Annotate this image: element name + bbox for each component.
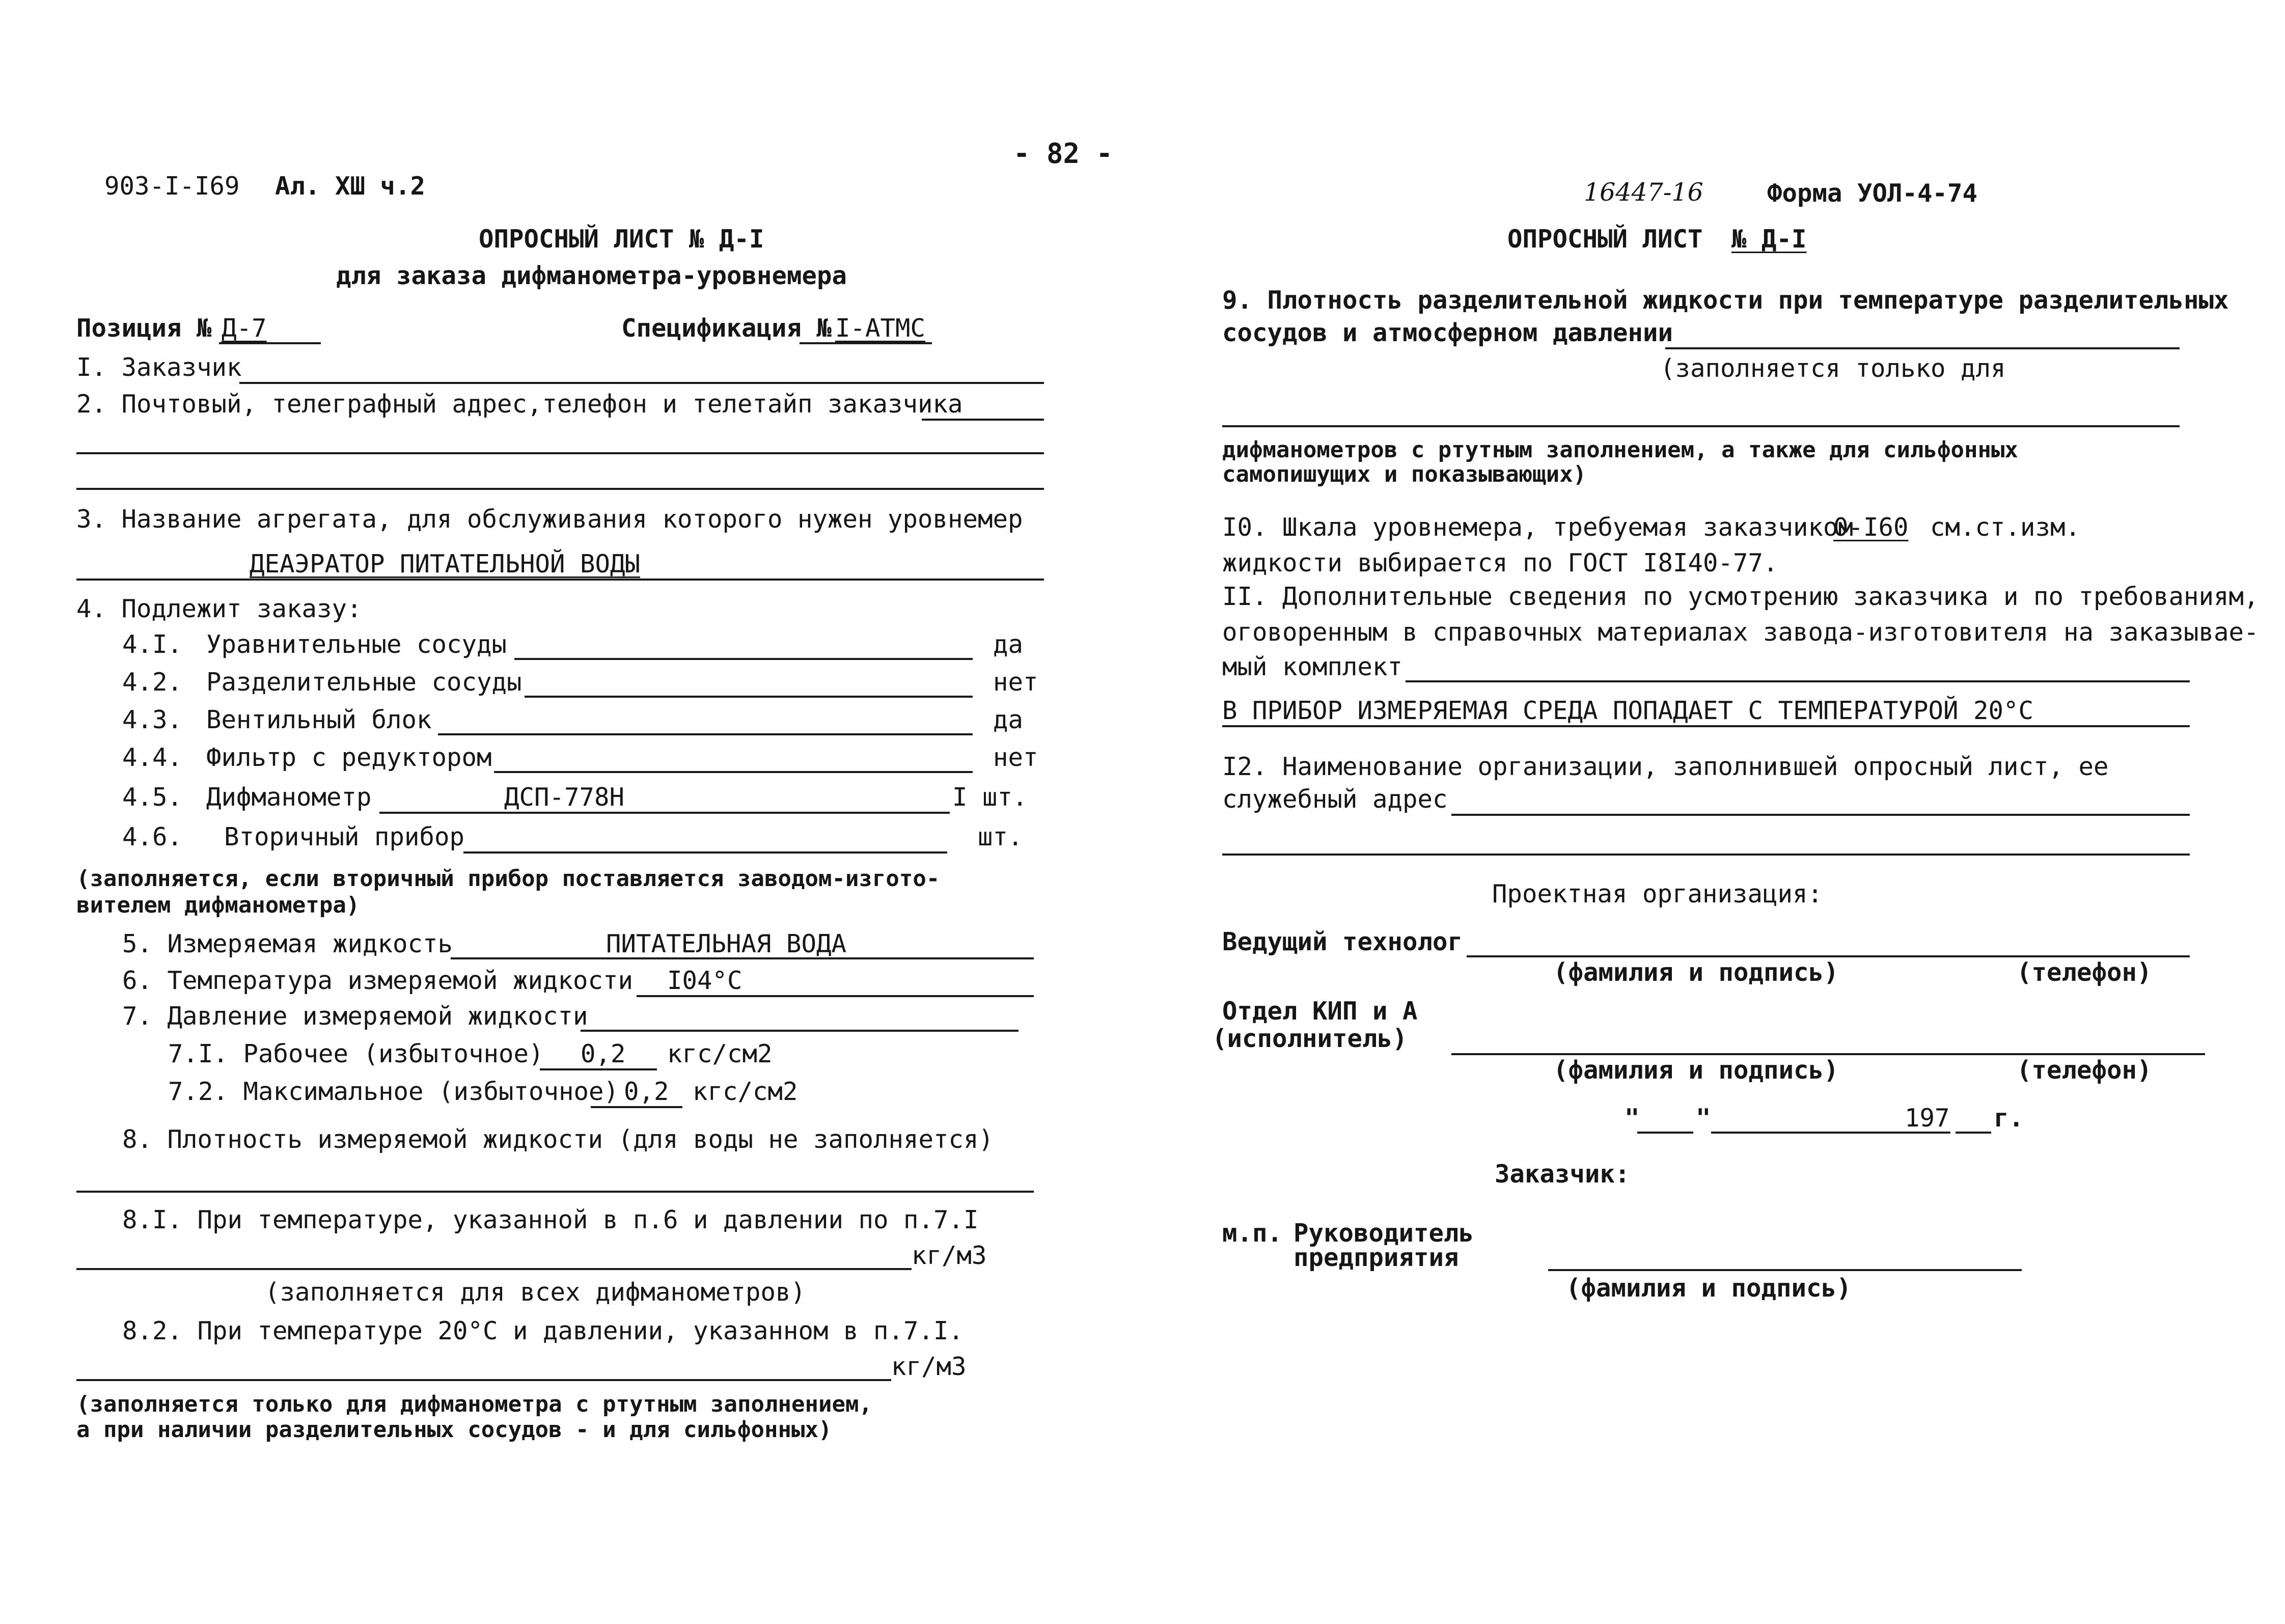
order-item-line — [514, 658, 973, 660]
item-8-density: 8. Плотность измеряемой жидкости (для воды не заполняется) — [122, 1125, 994, 1154]
lead-phone-caption: (телефон) — [2017, 958, 2152, 987]
order-item-value: ДСП-778Н — [504, 783, 625, 812]
secondary-note-1: (заполняется, если вторичный прибор поставляется заводом-изгото- — [76, 866, 940, 892]
kip-dept-executor: (исполнитель) — [1212, 1024, 1408, 1053]
lead-technologist: Ведущий технолог — [1222, 927, 1463, 956]
head-sign-caption: (фамилия и подпись) — [1566, 1274, 1852, 1303]
head-title-1: Руководитель — [1293, 1219, 1474, 1248]
order-item-label: Вторичный прибор — [224, 822, 465, 851]
item-7-1-unit: кгс/см2 — [667, 1039, 773, 1068]
item-2-address: 2. Почтовый, телеграфный адрес,телефон и телетайп заказчика — [76, 390, 963, 419]
item-8-1-line — [76, 1268, 912, 1270]
order-item-line — [525, 696, 973, 698]
order-item-label: Вентильный блок — [206, 705, 432, 734]
item-7-2-value: 0,2 — [624, 1077, 669, 1106]
item-7-2-line — [591, 1106, 682, 1108]
order-item-tail: I шт. — [952, 783, 1028, 812]
item-7-1-line — [540, 1068, 657, 1070]
item-3-value: ДЕАЭРАТОР ПИТАТЕЛЬНОЙ ВОДЫ — [250, 549, 641, 579]
item-12-line-b — [1222, 854, 2190, 856]
item-9-line-1: 9. Плотность разделительной жидкости при температуре разделительных — [1222, 286, 2229, 315]
spec-value: I-АТМС — [835, 314, 926, 343]
order-item-label: Дифманометр — [206, 783, 372, 812]
order-item-tail: шт. — [978, 822, 1023, 851]
item-7-1-value: 0,2 — [581, 1039, 626, 1068]
item-8-1-density-temp: 8.I. При температуре, указанной в п.6 и давлении по п.7.I — [122, 1205, 979, 1234]
item-9-line-b — [1222, 425, 2180, 427]
item-9-note-2: дифманометров с ртутным заполнением, а также для сильфонных — [1222, 437, 2018, 463]
item-8-line — [76, 1191, 1034, 1193]
item-10-scale: I0. Шкала уровнемера, требуемая заказчиком — [1222, 513, 1854, 542]
date-day-line — [1637, 1132, 1693, 1134]
spec-line — [800, 342, 932, 344]
date-year: 197 — [1905, 1104, 1950, 1133]
order-item-num: 4.6. — [122, 822, 183, 851]
item-2-line-a — [922, 419, 1044, 421]
customer-heading: Заказчик: — [1495, 1160, 1630, 1189]
item-5-liquid: 5. Измеряемая жидкость — [122, 929, 453, 958]
head-title-2: предприятия — [1293, 1243, 1459, 1272]
handwritten-number: 16447-16 — [1584, 178, 1703, 207]
item-10-unit: см.ст.изм. — [1930, 513, 2081, 542]
lead-sign-caption: (фамилия и подпись) — [1553, 958, 1839, 987]
item-5-value: ПИТАТЕЛЬНАЯ ВОДА — [606, 929, 847, 958]
item-9-line-2: сосудов и атмосферном давлении — [1222, 318, 1673, 347]
date-quote-close: " — [1696, 1104, 1711, 1133]
item-7-line — [581, 1030, 1018, 1032]
spec-label: Спецификация № — [621, 314, 832, 343]
item-11-line-1: II. Дополнительные сведения по усмотрению заказчика и по требованиям, — [1222, 582, 2259, 611]
item-7-2-unit: кгс/см2 — [693, 1077, 798, 1106]
doc-code: 903-I-I69 — [104, 172, 240, 201]
head-signature-line — [1548, 1269, 2022, 1271]
order-item-label: Разделительные сосуды — [206, 668, 522, 697]
item-11-value-line — [1222, 725, 2190, 727]
form-code: Форма УОЛ-4-74 — [1767, 179, 1978, 208]
order-item-tail: да — [993, 705, 1024, 734]
order-item-label: Фильтр с редуктором — [206, 743, 492, 772]
order-item-num: 4.3. — [122, 705, 183, 734]
item-10-gost: жидкости выбирается по ГОСТ I8I40-77. — [1222, 548, 1778, 577]
position-line — [219, 342, 321, 344]
item-12-line — [1451, 814, 2190, 816]
item-8-2-density-20c: 8.2. При температуре 20°С и давлении, указанном в п.7.I. — [122, 1316, 964, 1345]
item-8-2-note-1: (заполняется только для дифманометра с ртутным заполнением, — [76, 1391, 872, 1417]
page-title: ОПРОСНЫЙ ЛИСТ № Д-I — [479, 225, 764, 254]
order-item-line — [379, 812, 950, 814]
order-item-line — [463, 851, 947, 854]
item-11-line-2: оговоренным в справочных материалах завода-изготовителя на заказывае- — [1222, 618, 2259, 647]
kip-sign-caption: (фамилия и подпись) — [1553, 1056, 1839, 1085]
item-1-line — [239, 382, 1044, 384]
page-number: - 82 - — [1013, 137, 1113, 170]
date-year-line — [1956, 1132, 1991, 1134]
item-4-order: 4. Подлежит заказу: — [76, 594, 362, 623]
right-title: ОПРОСНЫЙ ЛИСТ — [1507, 225, 1703, 254]
item-9-line — [1665, 347, 2180, 349]
item-7-1-working: 7.I. Рабочее (избыточное) — [168, 1039, 544, 1068]
item-6-line — [637, 995, 1034, 997]
order-item-label: Уравнительные сосуды — [206, 630, 507, 659]
date-suffix: г. — [1994, 1104, 2024, 1133]
item-7-pressure: 7. Давление измеряемой жидкости — [122, 1002, 588, 1031]
item-11-value: В ПРИБОР ИЗМЕРЯЕМАЯ СРЕДА ПОПАДАЕТ С ТЕМПЕРАТУРОЙ 20°С — [1222, 696, 2034, 725]
kip-dept: Отдел КИП и А — [1222, 997, 1418, 1026]
seal-place: м.п. — [1222, 1219, 1283, 1248]
item-8-2-line — [76, 1379, 891, 1381]
item-2-line-b — [76, 452, 1044, 454]
right-title-number: № Д-I — [1731, 225, 1807, 254]
item-8-1-note: (заполняется для всех дифманометров) — [265, 1278, 806, 1307]
item-12-line-1: I2. Наименование организации, заполнившей опросный лист, ее — [1222, 752, 2109, 781]
item-8-2-unit: кг/м3 — [891, 1352, 967, 1381]
item-2-line-c — [76, 488, 1044, 490]
item-9-note-1: (заполняется только для — [1660, 354, 2006, 383]
item-8-1-unit: кг/м3 — [912, 1241, 987, 1270]
order-item-num: 4.5. — [122, 783, 183, 812]
order-item-tail: нет — [993, 743, 1038, 772]
order-item-num: 4.2. — [122, 668, 183, 697]
item-6-value: I04°С — [667, 966, 742, 995]
position-value: Д-7 — [222, 314, 267, 343]
item-10-value: 0-I60 — [1833, 513, 1909, 542]
item-7-2-maximum: 7.2. Максимальное (избыточное) — [168, 1077, 619, 1106]
item-8-2-note-2: а при наличии разделительных сосудов - и для сильфонных) — [76, 1417, 832, 1443]
order-item-line — [494, 771, 973, 773]
order-item-num: 4.4. — [122, 743, 183, 772]
order-item-tail: нет — [993, 668, 1038, 697]
order-item-num: 4.I. — [122, 630, 183, 659]
item-9-note-3: самопишущих и показывающих) — [1222, 461, 1587, 487]
item-3-unit-name: 3. Название агрегата, для обслуживания которого нужен уровнемер — [76, 505, 1023, 534]
design-org-heading: Проектная организация: — [1492, 879, 1823, 909]
page-subtitle: для заказа дифманометра-уровнемера — [336, 261, 847, 290]
item-1-customer: I. Заказчик — [76, 353, 242, 382]
kip-phone-caption: (телефон) — [2017, 1056, 2152, 1085]
item-11-line-3: мый комплект — [1222, 652, 1403, 681]
position-label: Позиция № — [76, 314, 212, 343]
date-quote-open: " — [1625, 1104, 1640, 1133]
item-3-line — [76, 579, 1044, 581]
item-12-line-2: служебный адрес — [1222, 785, 1448, 814]
secondary-note-2: вителем дифманометра) — [76, 892, 360, 918]
item-6-temperature: 6. Температура измеряемой жидкости — [122, 966, 634, 995]
item-11-line — [1406, 680, 2190, 682]
order-item-line — [438, 733, 973, 735]
item-5-line — [451, 957, 1034, 959]
order-item-tail: да — [993, 630, 1024, 659]
album-ref: Ал. ХШ ч.2 — [275, 172, 426, 201]
